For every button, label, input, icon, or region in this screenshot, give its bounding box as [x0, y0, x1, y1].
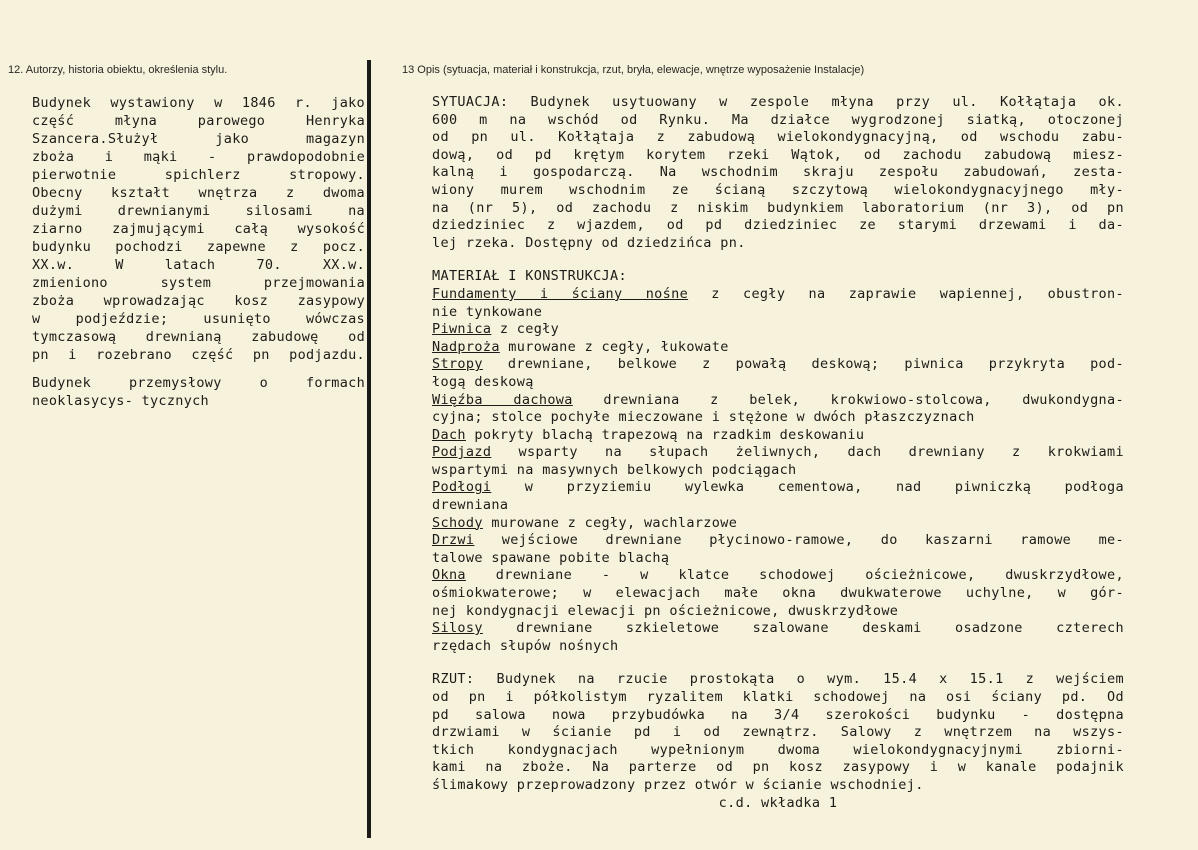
text-line: XX.w. W latach 70. XX.w.	[32, 257, 365, 273]
text-line: talowe spawane pobite blachą	[432, 549, 670, 566]
text-line: Szancera.Służył jako magazyn	[32, 131, 365, 147]
text-line: tymczasową drewnianą zabudowę od	[32, 329, 365, 345]
material-label: Okna	[432, 567, 466, 584]
material-entry: Schody murowane z cegły, wachlarzowe	[432, 514, 738, 531]
material-entry: Okna drewniane - w klatce schodowej ościeżnicowe, dwuskrzydłowe,	[432, 567, 1124, 584]
text-line: część młyna parowego Henryka	[32, 113, 365, 129]
history-paragraph	[32, 94, 365, 364]
material-entry: Nadproża murowane z cegły, łukowate	[432, 338, 729, 355]
text-line: nej kondygnacji elewacji pn ościeżnicowe, dwuskrzydłowe	[432, 602, 899, 619]
text-line: Obecny kształt wnętrza z dwoma	[32, 185, 365, 201]
material-label: Fundamenty i ściany nośne	[432, 285, 689, 302]
text-line: SYTUACJA: Budynek usytuowany w zespole młyna przy ul. Kołłątaja ok.	[432, 94, 1124, 110]
material-label: Dach	[432, 426, 466, 443]
text-line: nie tynkowane	[432, 303, 543, 320]
column-divider	[367, 60, 371, 838]
text-line: ziarno zajmującymi całą wysokość	[32, 221, 365, 237]
material-label: Więźba dachowa	[432, 391, 573, 408]
continuation-note: c.d. wkładka 1	[718, 794, 838, 811]
text-line: rzędach słupów nośnych	[432, 637, 619, 654]
situation-section	[432, 94, 1124, 252]
material-label: Silosy	[432, 620, 483, 637]
material-entry: Drzwi wejściowe drewniane płycinowo-ramowe, do kaszarni ramowe me-	[432, 532, 1124, 549]
text-line: od pn ul. Kołłątaja z zabudową wielokondygnacyjną, od wschodu zabu-	[432, 129, 1124, 146]
text-line: od pn i półkolistym ryzalitem klatki schodowej na osi ściany pd. Od	[432, 689, 1124, 705]
text-line: 600 m na wschód od Rynku. Ma działce wygrodzonej siatką, otoczonej	[432, 111, 1124, 128]
text-line: kami na zboże. Na parterze od pn kosz zasypowy i w kanale podajnik	[432, 759, 1124, 776]
text-line: pd salowa nowa przybudówka na 3/4 szerokości budynku - dostępna	[432, 706, 1124, 723]
material-entry: Podłogi w przyziemiu wylewka cementowa, nad piwniczką podłoga	[432, 479, 1124, 496]
material-entry: Fundamenty i ściany nośne z cegły na zaprawie wapiennej, obustron-	[432, 285, 1124, 302]
material-entry: Dach pokryty blachą trapezową na rzadkim deskowaniu	[432, 426, 865, 443]
text-line: wiony murem wschodnim ze ścianą szczytową wielokondygnacyjnego mły-	[432, 181, 1124, 198]
material-section	[432, 268, 1124, 655]
text-line: RZUT: Budynek na rzucie prostokąta o wym. 15.4 x 15.1 z wejściem	[432, 671, 1124, 688]
text-line: dużymi drewnianymi silosami na	[32, 203, 365, 219]
text-line: wspartymi na masywnych belkowych podciągach	[432, 461, 797, 478]
material-entry: Stropy drewniane, belkowe z powałą deskową; piwnica przykryta pod-	[432, 356, 1124, 373]
section-heading: MATERIAŁ I KONSTRUKCJA:	[432, 268, 627, 285]
text-line: Budynek wystawiony w 1846 r. jako	[32, 95, 365, 111]
material-entry: Więźba dachowa drewniana z belek, krokwiowo-stolcowa, dwukondygna-	[432, 391, 1124, 408]
right-column-header: 13 Opis (sytuacja, materiał i konstrukcja, rzut, bryła, elewacje, wnętrze wyposażenie Instalacje)	[402, 64, 865, 76]
text-line: na (nr 5), od zachodu z niskim budynkiem laboratorium (nr 3), od pn	[432, 199, 1124, 216]
text-line: tkich kondygnacjach wypełnionym dwoma wielokondygnacyjnymi zbiorni-	[432, 741, 1124, 758]
material-label: Stropy	[432, 356, 483, 373]
text-line: łogą deskową	[432, 373, 534, 390]
text-line: drzwiami w ścianie pd i od zewnątrz. Salowy z wnętrzem na wszys-	[432, 724, 1124, 741]
left-column	[32, 94, 365, 410]
left-column-header: 12. Autorzy, historia obiektu, określenia stylu.	[8, 64, 228, 76]
text-line: drewniana	[432, 497, 509, 514]
text-line: dziedziniec z wjazdem, od pd dziedziniec ze starymi drzewami i da-	[432, 217, 1124, 234]
material-entry: Podjazd wsparty na słupach żeliwnych, dach drewniany z krokwiami	[432, 444, 1124, 461]
material-label: Podjazd	[432, 444, 492, 461]
plan-section	[432, 671, 1124, 812]
text-line: zboża wprowadzając kosz zasypowy	[32, 293, 365, 309]
text-line: ślimakowy przeprowadzony przez otwór w ścianie wschodniej.	[432, 776, 924, 793]
text-line: dową, od pd krętym korytem rzeki Wątok, od zachodu zabudową miesz-	[432, 146, 1124, 163]
material-label: Piwnica	[432, 321, 492, 338]
text-line: lej rzeka. Dostępny od dziedzińca pn.	[432, 234, 746, 251]
text-line: neoklasycys- tycznych	[32, 393, 209, 409]
material-entry: Piwnica z cegły	[432, 321, 560, 338]
material-label: Drzwi	[432, 532, 475, 549]
style-paragraph	[32, 374, 365, 410]
text-line: zmieniono system przejmowania	[32, 275, 365, 291]
material-label: Schody	[432, 514, 483, 531]
right-column	[432, 94, 1124, 812]
text-line: Budynek przemysłowy o formach	[32, 375, 365, 391]
material-label: Podłogi	[432, 479, 492, 496]
material-label: Nadproża	[432, 338, 500, 355]
text-line: pierwotnie spichlerz stropowy.	[32, 167, 365, 183]
text-line: cyjna; stolce pochyłe mieczowane i stężone w dwóch płaszczyznach	[432, 409, 975, 426]
text-line: kalną i gospodarczą. Na wschodnim skraju zespołu zabudowań, zesta-	[432, 164, 1124, 181]
text-line: w podjeździe; usunięto wówczas	[32, 311, 365, 327]
text-line: ośmiokwaterowe; w elewacjach małe okna dwukwaterowe uchylne, w gór-	[432, 585, 1124, 602]
material-entry: Silosy drewniane szkieletowe szalowane deskami osadzone czterech	[432, 620, 1124, 637]
text-line: budynku pochodzi zapewne z pocz.	[32, 239, 365, 255]
text-line: pn i rozebrano część pn podjazdu.	[32, 347, 365, 363]
text-line: zboża i mąki - prawdopodobnie	[32, 149, 365, 165]
